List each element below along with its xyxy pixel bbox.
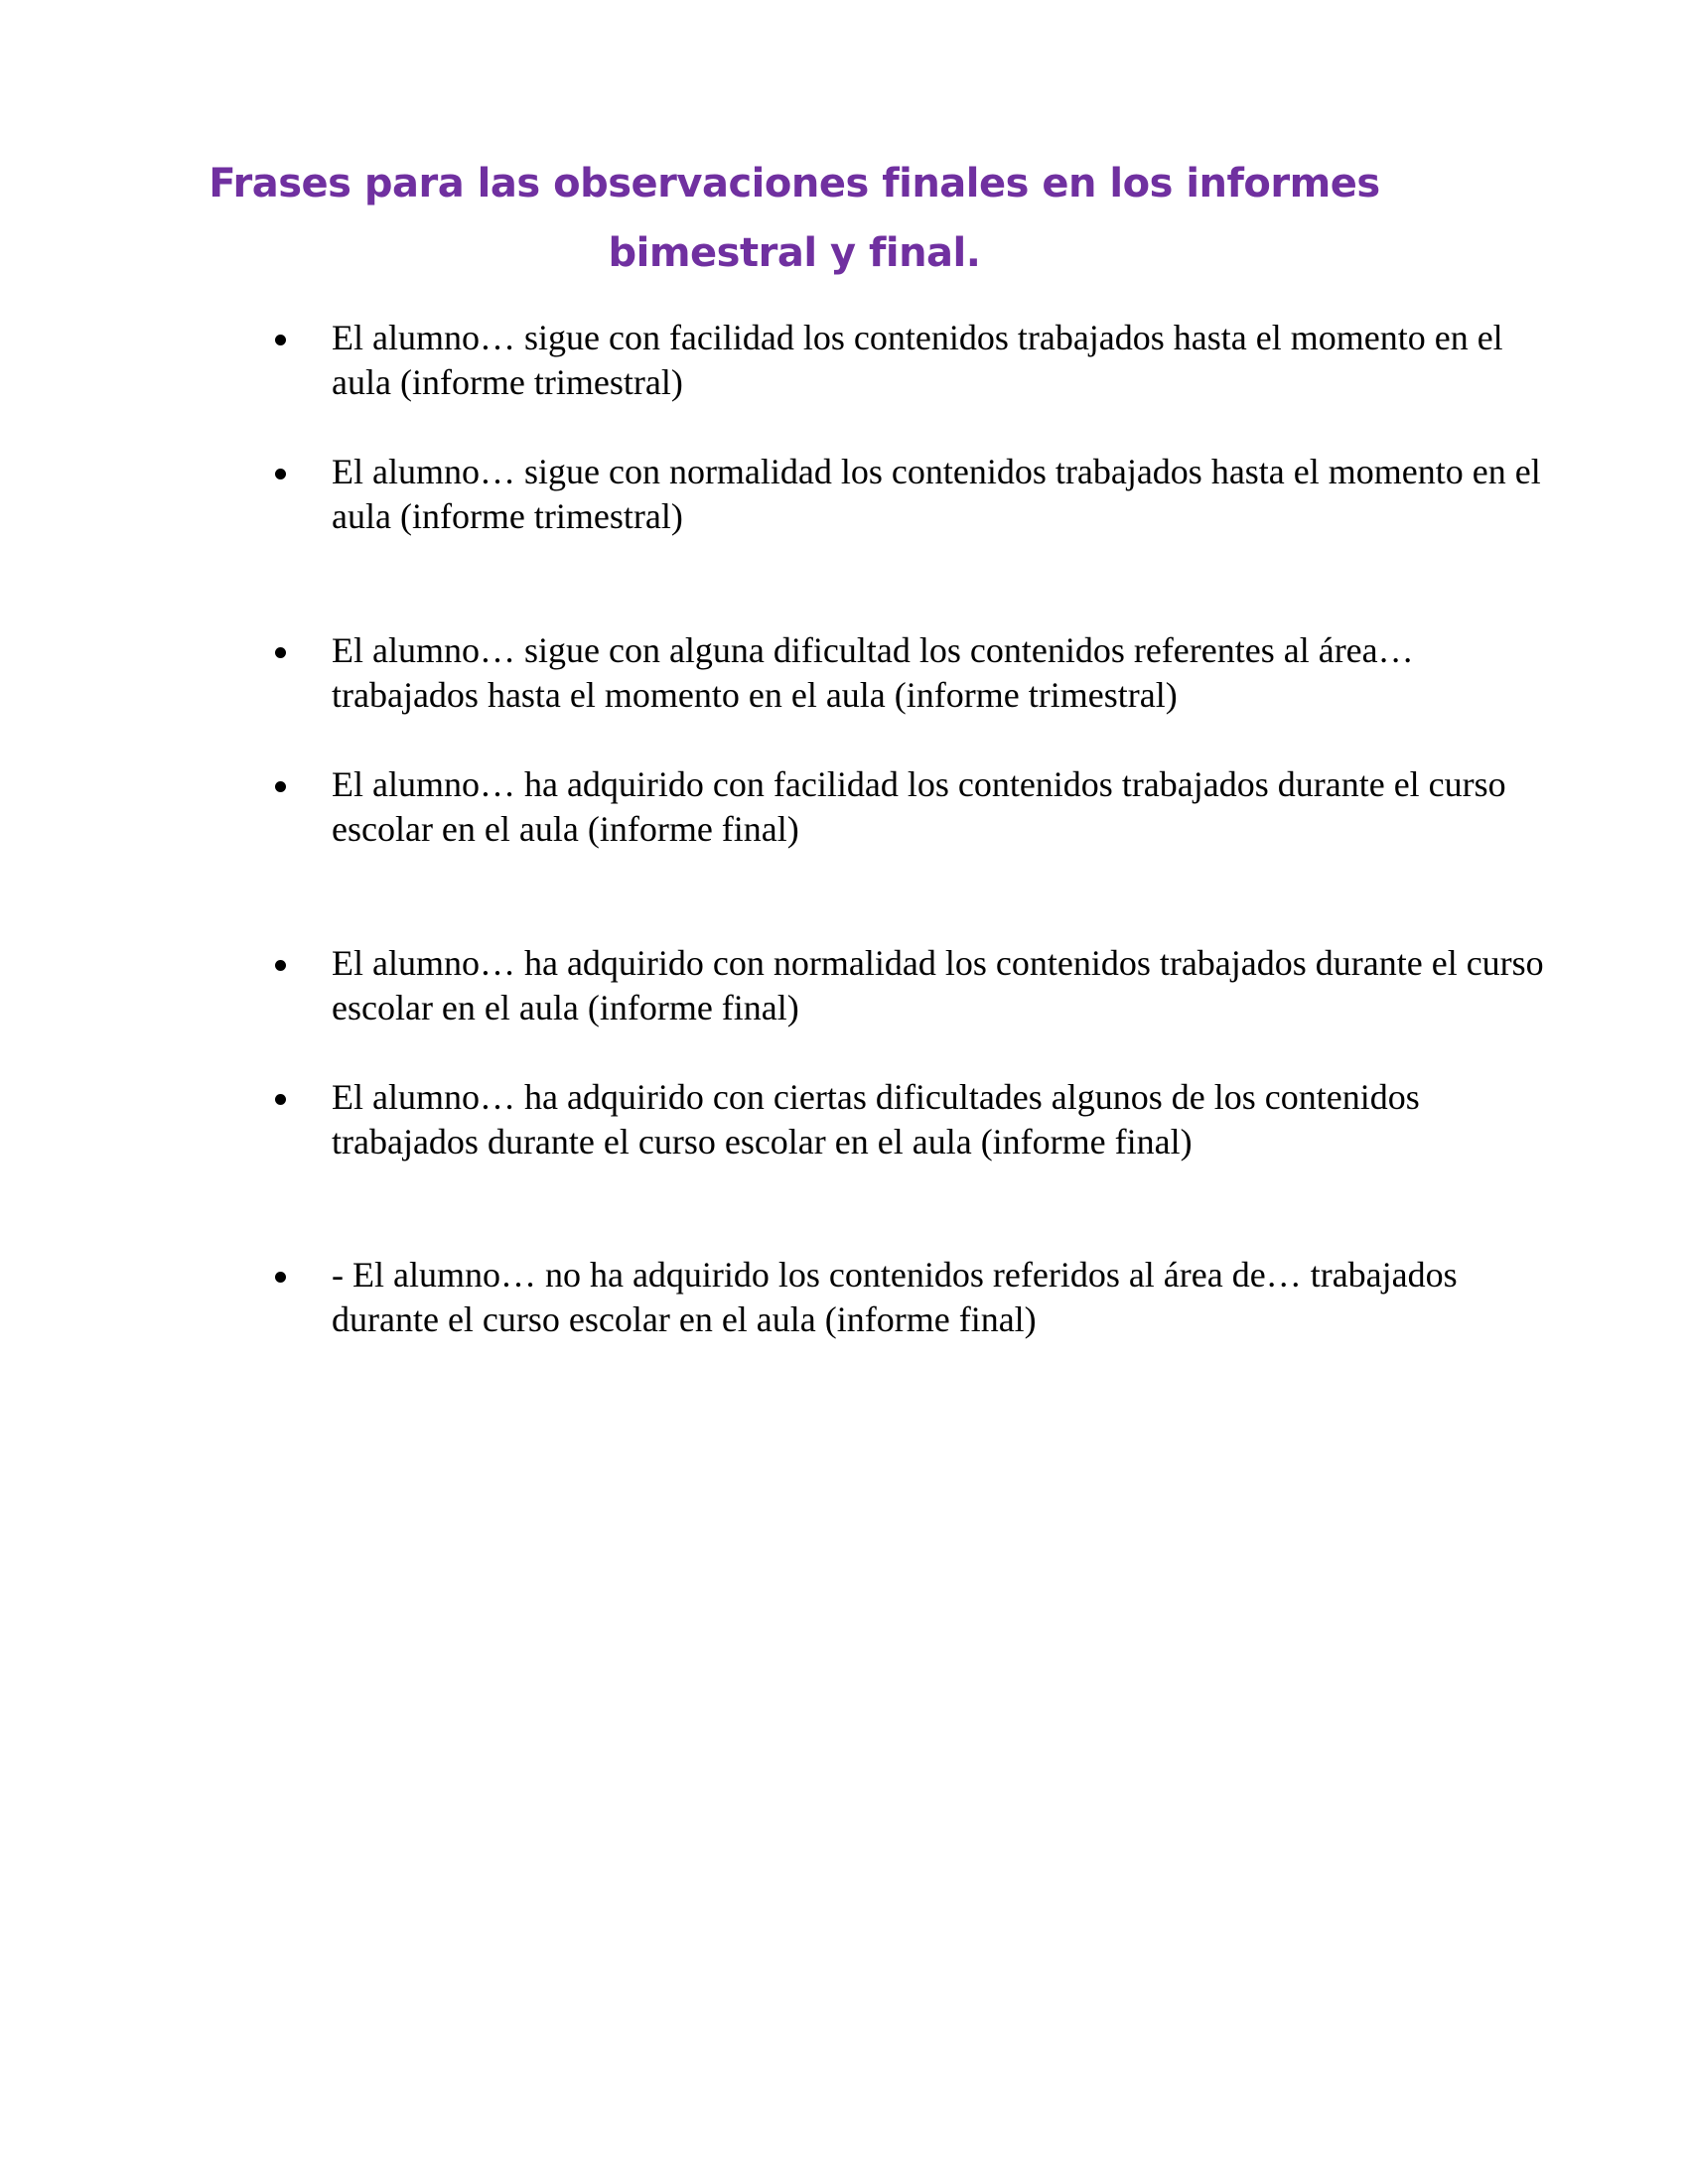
bullet-icon <box>275 1272 286 1283</box>
list-item-text: El alumno… ha adquirido con ciertas dificultades algunos de los contenidos trabajados durante el curso escolar en el aula (informe final) <box>332 1077 1420 1161</box>
list-item-text: El alumno… sigue con alguna dificultad los contenidos referentes al área… trabajados hasta el momento en el aula (informe trimestral) <box>332 630 1414 715</box>
list-item-text: El alumno… ha adquirido con normalidad los contenidos trabajados durante el curso escolar en el aula (informe final) <box>332 943 1544 1027</box>
page-title: Frases para las observaciones finales en los informes bimestral y final. <box>209 161 1380 276</box>
bullet-icon <box>275 469 286 479</box>
bullet-icon <box>275 335 286 345</box>
bullet-icon <box>275 1094 286 1105</box>
list-item-text: El alumno… sigue con facilidad los contenidos trabajados hasta el momento en el aula (informe trimestral) <box>332 318 1503 402</box>
bullet-icon <box>275 781 286 792</box>
list-item-text: El alumno… ha adquirido con facilidad los contenidos trabajados durante el curso escolar en el aula (informe final) <box>332 764 1506 849</box>
list-item-text: - El alumno… no ha adquirido los contenidos referidos al área de… trabajados durante el curso escolar en el aula (informe final) <box>332 1255 1458 1339</box>
bullet-icon <box>275 960 286 971</box>
bullet-icon <box>275 647 286 658</box>
list-item-text: El alumno… sigue con normalidad los contenidos trabajados hasta el momento en el aula (informe trimestral) <box>332 452 1541 536</box>
